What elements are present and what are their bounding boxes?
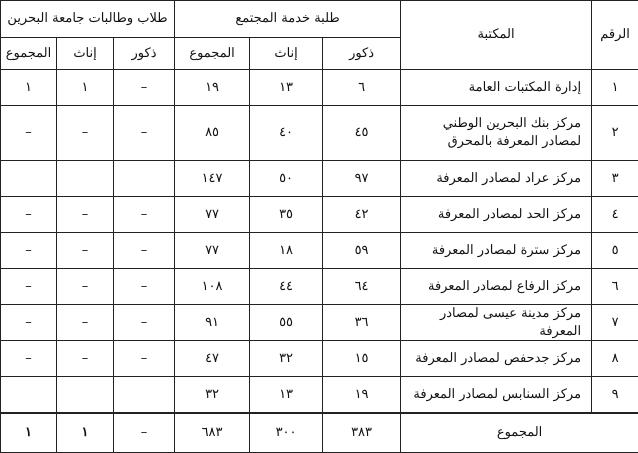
library-name: مركز مدينة عيسى لمصادر المعرفة: [401, 305, 592, 341]
cs-male-cell: ٤٥: [323, 106, 401, 161]
uob-male-cell: –: [114, 233, 175, 269]
library-name: مركز سترة لمصادر المعرفة: [401, 233, 592, 269]
total-cs-male: ٣٨٣: [323, 413, 401, 453]
cs-female-cell: ٤٠: [250, 106, 323, 161]
header-library: المكتبة: [401, 1, 592, 70]
cs-male-cell: ٩٧: [323, 161, 401, 197]
uob-male-cell: –: [114, 106, 175, 161]
row-number: ٤: [592, 197, 638, 233]
cs-female-cell: ٤٤: [250, 269, 323, 305]
uob-female-cell: –: [57, 269, 114, 305]
library-name: مركز بنك البحرين الوطني لمصادر المعرفة بالمحرق: [401, 106, 592, 161]
library-name: مركز جدحفص لمصادر المعرفة: [401, 341, 592, 377]
header-cs-female: إناث: [250, 38, 323, 70]
header-university-students: طلاب وطالبات جامعة البحرين: [1, 1, 175, 38]
header-community-service-students: طلبة خدمة المجتمع: [175, 1, 401, 38]
library-name: إدارة المكتبات العامة: [401, 70, 592, 106]
uob-male-cell: –: [114, 70, 175, 106]
uob-male-cell: [114, 377, 175, 414]
row-number: ٣: [592, 161, 638, 197]
cs-total-cell: ٧٧: [175, 233, 250, 269]
cs-total-cell: ٨٥: [175, 106, 250, 161]
cs-female-cell: ١٨: [250, 233, 323, 269]
library-name: مركز عراد لمصادر المعرفة: [401, 161, 592, 197]
header-uob-male: ذكور: [114, 38, 175, 70]
cs-female-cell: ٣٢: [250, 341, 323, 377]
uob-female-cell: –: [57, 197, 114, 233]
uob-female-cell: –: [57, 341, 114, 377]
uob-total-cell: [1, 377, 57, 414]
uob-female-cell: [57, 161, 114, 197]
header-cs-total: المجموع: [175, 38, 250, 70]
cs-male-cell: ١٩: [323, 377, 401, 414]
cs-female-cell: ١٣: [250, 377, 323, 414]
cs-total-cell: ٩١: [175, 305, 250, 341]
library-name: مركز الحد لمصادر المعرفة: [401, 197, 592, 233]
uob-total-cell: –: [1, 341, 57, 377]
uob-female-cell: –: [57, 305, 114, 341]
totals-label: المجموع: [401, 413, 638, 453]
uob-total-cell: –: [1, 305, 57, 341]
cs-total-cell: ١٠٨: [175, 269, 250, 305]
cs-total-cell: ٣٢: [175, 377, 250, 414]
header-uob-female: إناث: [57, 38, 114, 70]
library-name: مركز السنابس لمصادر المعرفة: [401, 377, 592, 414]
cs-total-cell: ٤٧: [175, 341, 250, 377]
row-number: ٥: [592, 233, 638, 269]
uob-female-cell: –: [57, 106, 114, 161]
totals-row: [1, 413, 638, 453]
header-number: الرقم: [592, 1, 638, 70]
table-row: [1, 197, 638, 233]
cs-male-cell: ٤٢: [323, 197, 401, 233]
cs-male-cell: ٥٩: [323, 233, 401, 269]
cs-total-cell: ٧٧: [175, 197, 250, 233]
cs-male-cell: ٦: [323, 70, 401, 106]
uob-male-cell: –: [114, 305, 175, 341]
row-number: ٩: [592, 377, 638, 414]
uob-male-cell: –: [114, 269, 175, 305]
uob-female-cell: [57, 377, 114, 414]
table-row: [1, 269, 638, 305]
cs-female-cell: ٣٥: [250, 197, 323, 233]
total-cs-female: ٣٠٠: [250, 413, 323, 453]
header-uob-total: المجموع: [1, 38, 57, 70]
total-uob-male: –: [114, 413, 175, 453]
uob-total-cell: –: [1, 197, 57, 233]
table-row: [1, 233, 638, 269]
row-number: ٢: [592, 106, 638, 161]
table-row: [1, 161, 638, 197]
uob-total-cell: [1, 161, 57, 197]
uob-female-cell: ١: [57, 70, 114, 106]
cs-total-cell: ١٤٧: [175, 161, 250, 197]
uob-total-cell: –: [1, 269, 57, 305]
table-row: [1, 106, 638, 161]
cs-female-cell: ١٣: [250, 70, 323, 106]
row-number: ٨: [592, 341, 638, 377]
uob-male-cell: –: [114, 197, 175, 233]
library-name: مركز الرفاع لمصادر المعرفة: [401, 269, 592, 305]
table-row: [1, 341, 638, 377]
cs-male-cell: ١٥: [323, 341, 401, 377]
cs-male-cell: ٣٦: [323, 305, 401, 341]
header-cs-male: ذكور: [323, 38, 401, 70]
table-row: [1, 305, 638, 341]
uob-female-cell: –: [57, 233, 114, 269]
uob-total-cell: –: [1, 106, 57, 161]
row-number: ١: [592, 70, 638, 106]
cs-male-cell: ٦٤: [323, 269, 401, 305]
uob-total-cell: ١: [1, 70, 57, 106]
cs-female-cell: ٥٥: [250, 305, 323, 341]
cs-female-cell: ٥٠: [250, 161, 323, 197]
uob-male-cell: [114, 161, 175, 197]
row-number: ٦: [592, 269, 638, 305]
row-number: ٧: [592, 305, 638, 341]
uob-male-cell: –: [114, 341, 175, 377]
table-row: [1, 70, 638, 106]
total-cs-total: ٦٨٣: [175, 413, 250, 453]
table-row: [1, 377, 638, 414]
cs-total-cell: ١٩: [175, 70, 250, 106]
total-uob-total: ١: [1, 413, 57, 453]
total-uob-female: ١: [57, 413, 114, 453]
uob-total-cell: –: [1, 233, 57, 269]
